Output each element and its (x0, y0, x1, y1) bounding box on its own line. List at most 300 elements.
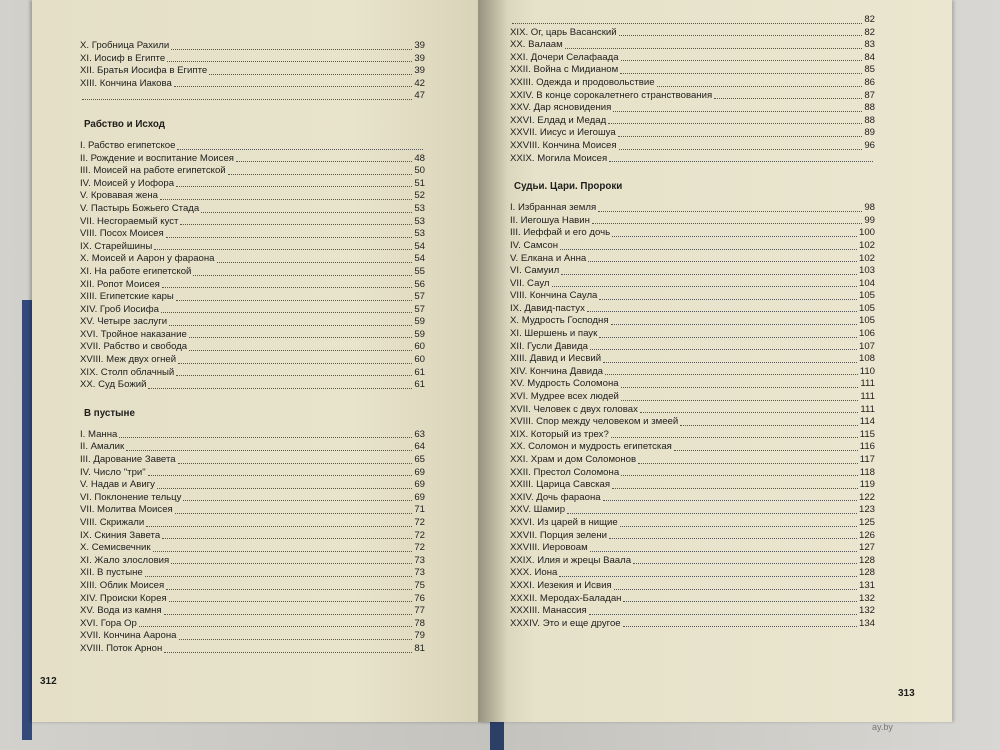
toc-entry (510, 504, 875, 517)
toc-entry-title: VIII. Кончина Саула (510, 290, 598, 302)
dot-leader (160, 199, 412, 200)
dot-leader (612, 488, 858, 489)
dot-leader (119, 437, 412, 438)
toc-entry (510, 202, 875, 215)
toc-entry-page: 72 (414, 542, 425, 554)
toc-entry-title: XVIII. Спор между человеком и змеей (510, 416, 679, 428)
toc-entry-page: 42 (414, 77, 425, 89)
toc-entry (80, 367, 425, 380)
dot-leader (611, 324, 857, 325)
toc-entry-page: 111 (860, 391, 875, 403)
dot-leader (623, 626, 857, 627)
toc-entry-page: 63 (414, 428, 425, 440)
toc-entry-title: XIV. Гроб Иосифа (80, 303, 160, 315)
toc-entry-title: XII. В пустыне (80, 567, 143, 579)
toc-entry-page: 119 (859, 479, 875, 491)
dot-leader (236, 161, 412, 162)
toc-entry (80, 379, 425, 392)
toc-entry-page: 111 (860, 378, 875, 390)
left-page-number: 312 (40, 676, 57, 687)
dot-leader (148, 475, 413, 476)
toc-entry-page: 88 (864, 114, 875, 126)
toc-entry (80, 279, 425, 292)
toc-entry-page: 64 (414, 441, 425, 453)
toc-entry (510, 77, 875, 90)
toc-entry-title: III. Дарование Завета (80, 454, 176, 466)
dot-leader (621, 60, 863, 61)
toc-entry (510, 265, 875, 278)
dot-leader (154, 249, 412, 250)
dot-leader (599, 337, 857, 338)
dot-leader (139, 626, 413, 627)
toc-entry-page: 60 (414, 354, 425, 366)
toc-entry-page: 55 (414, 265, 425, 277)
toc-entry (510, 290, 875, 303)
toc-entry-title: III. Моисей на работе египетской (80, 165, 226, 177)
toc-entry (80, 467, 425, 480)
toc-entry-page: 102 (858, 239, 875, 251)
toc-entry-page: 47 (414, 90, 425, 102)
toc-entry (80, 53, 425, 66)
toc-entry (510, 618, 875, 631)
toc-entry (80, 78, 425, 91)
dot-leader (162, 538, 412, 539)
toc-entry-page: 123 (858, 504, 875, 516)
toc-entry-title: XXIII. Царица Савская (510, 479, 611, 491)
toc-entry-title: XXVI. Елдад и Медад (510, 114, 607, 126)
dot-leader (599, 299, 857, 300)
dot-leader (171, 563, 412, 564)
toc-entry-title: XIII. Облик Моисея (80, 579, 165, 591)
dot-leader (171, 49, 412, 50)
toc-entry-page: 39 (414, 65, 425, 77)
toc-entry-title: VII. Несгораемый куст (80, 215, 179, 227)
toc-entry-title: III. Иеффай и его дочь (510, 227, 611, 239)
book-cover-edge (22, 300, 32, 740)
toc-entry-title: IV. Число "три" (80, 466, 146, 478)
toc-entry-page: 50 (414, 165, 425, 177)
toc-entry-title: XIV. Происки Корея (80, 592, 167, 604)
toc-entry-title: XXI. Храм и дом Соломонов (510, 454, 637, 465)
toc-entry (510, 378, 875, 391)
toc-entry-title: XIII. Египетские кары (80, 291, 174, 303)
section-heading: Рабство и Исход (84, 118, 166, 130)
toc-entry (80, 354, 425, 367)
toc-entry (80, 454, 425, 467)
toc-entry-title: XXXIV. Это и еще другое (510, 617, 621, 629)
toc-entry-title: XIX. Ог, царь Васанский (510, 26, 617, 38)
toc-entry-page: 57 (414, 303, 425, 315)
toc-entry-page: 134 (858, 617, 875, 629)
toc-entry-title: XXXI. Иезекия и Исвия (510, 579, 612, 591)
dot-leader (162, 287, 412, 288)
toc-entry (80, 228, 425, 241)
dot-leader (611, 437, 858, 438)
toc-entry-page: 76 (414, 592, 425, 604)
toc-entry-page: 86 (864, 76, 875, 88)
toc-entry-page: 78 (414, 617, 425, 629)
toc-entry-page: 105 (858, 290, 875, 302)
toc-entry-title: V. Елкана и Анна (510, 252, 587, 264)
dot-leader (228, 174, 413, 175)
toc-entry-page: 131 (858, 579, 875, 591)
section-heading: Судьи. Цари. Пророки (514, 181, 623, 193)
toc-entry (80, 341, 425, 354)
dot-leader (603, 362, 857, 363)
toc-entry (510, 315, 875, 328)
toc-entry (80, 643, 425, 656)
toc-entry-title: IX. Старейшины (80, 240, 153, 252)
dot-leader (588, 261, 857, 262)
toc-entry (80, 203, 425, 216)
toc-entry-title: X. Семисвечник (80, 542, 151, 554)
toc-entry (80, 630, 425, 643)
toc-entry (80, 618, 425, 631)
dot-leader (609, 161, 873, 162)
toc-entry (510, 404, 875, 417)
toc-entry (80, 304, 425, 317)
toc-entry-page: 69 (414, 491, 425, 503)
toc-entry-title: VI. Поклонение тельцу (80, 491, 182, 503)
toc-entry (80, 241, 425, 254)
toc-entry (510, 467, 875, 480)
toc-entry-page: 104 (858, 277, 875, 289)
toc-entry-page: 82 (864, 26, 875, 38)
toc-entry-page: 54 (414, 253, 425, 265)
toc-entry-page: 96 (864, 139, 875, 151)
toc-entry-title: X. Моисей и Аарон у фараона (80, 253, 215, 265)
toc-entry-title: X. Гробница Рахили (80, 40, 170, 51)
toc-entry (510, 454, 875, 467)
toc-entry-page: 53 (414, 228, 425, 240)
dot-leader (183, 500, 412, 501)
toc-entry-page: 39 (414, 40, 425, 51)
toc-entry (510, 441, 875, 454)
toc-entry-page: 99 (864, 214, 875, 226)
dot-leader (146, 526, 412, 527)
toc-entry-title: XIX. Который из трех? (510, 428, 609, 440)
toc-entry-title: IV. Моисей у Иофора (80, 177, 175, 189)
toc-entry-page: 105 (858, 315, 875, 327)
toc-entry-title: I. Рабство египетское (80, 139, 176, 151)
toc-entry-title: XX. Валаам (510, 39, 563, 51)
toc-entry (510, 555, 875, 568)
toc-entry-page: 61 (414, 379, 425, 391)
toc-entry (510, 153, 875, 166)
toc-entry-title: V. Кровавая жена (80, 190, 159, 202)
toc-entry (510, 215, 875, 228)
toc-entry (510, 278, 875, 291)
dot-leader (592, 223, 862, 224)
toc-entry-page: 105 (858, 302, 875, 314)
dot-leader (145, 576, 413, 577)
toc-entry (510, 479, 875, 492)
dot-leader (620, 526, 857, 527)
toc-entry-page: 122 (858, 491, 875, 503)
toc-entry-page: 59 (414, 328, 425, 340)
toc-entry-title: XVI. Мудрее всех людей (510, 391, 619, 403)
dot-leader (613, 111, 862, 112)
dot-leader (612, 236, 857, 237)
toc-entry-title: I. Манна (80, 428, 118, 440)
toc-entry (510, 64, 875, 77)
toc-entry-title: II. Амалик (80, 441, 125, 453)
toc-entry (80, 178, 425, 191)
dot-leader (619, 35, 863, 36)
toc-entry (510, 14, 875, 27)
toc-entry-page: 125 (858, 516, 875, 528)
toc-entry (80, 140, 425, 153)
toc-entry-page: 54 (414, 240, 425, 252)
toc-entry (510, 593, 875, 606)
toc-entry-page: 69 (414, 479, 425, 491)
dot-leader (559, 576, 857, 577)
toc-entry-title: XII. Братья Иосифа в Египте (80, 65, 208, 77)
toc-entry-title: VII. Саул (510, 277, 550, 289)
toc-entry-title: XVI. Тройное наказание (80, 328, 187, 340)
toc-entry (510, 253, 875, 266)
watermark: ay.by (872, 722, 893, 732)
dot-leader (178, 463, 413, 464)
toc-entry (80, 165, 425, 178)
toc-entry-title: XXIV. Дочь фараона (510, 491, 601, 503)
toc-entry-title: XI. Иосиф в Египте (80, 52, 166, 64)
toc-entry (80, 153, 425, 166)
toc-entry-title: II. Иегошуа Навин (510, 214, 590, 226)
dot-leader (166, 589, 412, 590)
toc-entry-page: 106 (858, 328, 875, 340)
toc-entry-page: 72 (414, 529, 425, 541)
toc-entry (80, 492, 425, 505)
toc-entry (80, 65, 425, 78)
dot-leader (589, 614, 857, 615)
toc-entry (510, 127, 875, 140)
toc-entry-title: XV. Мудрость Соломона (510, 378, 619, 390)
right-table-of-contents (510, 14, 875, 630)
toc-entry-title: XI. Жало злословия (80, 554, 170, 566)
toc-entry-title: XXV. Шамир (510, 504, 566, 516)
dot-leader (565, 48, 863, 49)
toc-entry-title: XXVI. Из царей в нищие (510, 516, 618, 528)
dot-leader (217, 262, 413, 263)
dot-leader (714, 98, 862, 99)
gutter-shadow (478, 0, 508, 722)
toc-entry (510, 227, 875, 240)
toc-entry-title: VII. Молитва Моисея (80, 504, 173, 516)
toc-entry (510, 530, 875, 543)
dot-leader (176, 186, 412, 187)
toc-entry-title: XXIX. Илия и жрецы Ваала (510, 554, 632, 566)
dot-leader (603, 500, 857, 501)
dot-leader (157, 488, 412, 489)
dot-leader (587, 311, 857, 312)
toc-entry (80, 504, 425, 517)
toc-entry (80, 605, 425, 618)
toc-entry-page: 71 (414, 504, 425, 516)
toc-entry-page: 53 (414, 215, 425, 227)
toc-entry-title: V. Надав и Авигу (80, 479, 155, 491)
toc-entry-title: XXVII. Порция зелени (510, 529, 608, 541)
dot-leader (609, 538, 857, 539)
dot-leader (621, 387, 859, 388)
toc-entry-title: XI. Шершень и паук (510, 328, 598, 340)
dot-leader (126, 450, 412, 451)
toc-entry-page: 127 (858, 542, 875, 554)
dot-leader (179, 639, 413, 640)
toc-entry-title: X. Мудрость Господня (510, 315, 609, 327)
toc-entry-page: 128 (858, 567, 875, 579)
toc-entry-page: 107 (858, 340, 875, 352)
toc-entry-page: 89 (864, 127, 875, 139)
toc-entry-title: XXI. Дочери Селафаада (510, 51, 619, 63)
dot-leader (164, 614, 413, 615)
toc-entry (80, 567, 425, 580)
toc-entry-page: 98 (864, 202, 875, 214)
toc-entry (510, 140, 875, 153)
dot-leader (167, 61, 412, 62)
toc-entry (510, 353, 875, 366)
toc-entry-title: XIV. Кончина Давида (510, 365, 604, 377)
toc-entry-page: 87 (864, 89, 875, 101)
dot-leader (590, 349, 857, 350)
toc-entry-title: XVII. Человек с двух головах (510, 403, 638, 415)
dot-leader (209, 74, 412, 75)
toc-entry-page: 126 (858, 529, 875, 541)
toc-entry (80, 253, 425, 266)
dot-leader (674, 450, 858, 451)
toc-entry (80, 40, 425, 53)
toc-entry-title: XX. Суд Божий (80, 379, 147, 391)
toc-entry-page: 110 (859, 365, 875, 377)
toc-entry-page: 69 (414, 466, 425, 478)
toc-entry-title: XII. Гусли Давида (510, 340, 588, 352)
toc-entry-page: 53 (414, 202, 425, 214)
toc-entry-page: 65 (414, 454, 425, 466)
dot-leader (169, 325, 412, 326)
toc-entry-title: XVIII. Поток Арнон (80, 642, 163, 654)
toc-entry (510, 517, 875, 530)
dot-leader (161, 312, 412, 313)
toc-entry (80, 190, 425, 203)
dot-leader (164, 652, 412, 653)
toc-entry-title: IX. Скиния Завета (80, 529, 161, 541)
toc-entry-page: 39 (414, 52, 425, 64)
toc-entry-page: 52 (414, 190, 425, 202)
toc-entry (80, 580, 425, 593)
toc-entry-page: 61 (414, 366, 425, 378)
toc-entry-title: VI. Самуил (510, 265, 560, 277)
toc-entry-title: XV. Четыре заслуги (80, 316, 168, 328)
toc-entry-title: XVIII. Меж двух огней (80, 354, 177, 366)
dot-leader (623, 601, 857, 602)
toc-entry-title: XXIV. В конце сорокалетнего странствования (510, 89, 713, 101)
toc-entry (510, 27, 875, 40)
toc-entry-title: XIII. Кончина Иакова (80, 77, 172, 89)
toc-entry-title: XXII. Престол Соломона (510, 466, 620, 478)
dot-leader (552, 286, 857, 287)
toc-entry-page: 48 (414, 152, 425, 164)
toc-entry-title: XI. На работе египетской (80, 265, 192, 277)
toc-entry-page: 117 (859, 454, 875, 465)
toc-entry-title: XXVIII. Кончина Моисея (510, 139, 617, 151)
toc-entry (80, 429, 425, 442)
toc-entry-page: 132 (858, 592, 875, 604)
toc-entry (80, 555, 425, 568)
dot-leader (176, 375, 412, 376)
dot-leader (201, 212, 412, 213)
toc-entry (510, 90, 875, 103)
toc-entry-title: XXIII. Одежда и продовольствие (510, 76, 655, 88)
dot-leader (148, 388, 412, 389)
toc-entry (80, 316, 425, 329)
dot-leader (166, 237, 413, 238)
dot-leader (657, 86, 863, 87)
toc-entry-page: 83 (864, 39, 875, 51)
left-table-of-contents (80, 40, 425, 656)
toc-entry-title: V. Пастырь Божьего Стада (80, 202, 200, 214)
dot-leader (638, 463, 858, 464)
dot-leader (180, 224, 412, 225)
toc-entry-title: XVI. Гора Ор (80, 617, 137, 629)
dot-leader (176, 300, 413, 301)
dot-leader (633, 563, 857, 564)
toc-entry-page: 85 (864, 64, 875, 76)
toc-entry-page: 60 (414, 341, 425, 353)
toc-entry (510, 366, 875, 379)
toc-entry (510, 580, 875, 593)
toc-entry (510, 328, 875, 341)
toc-entry (510, 492, 875, 505)
dot-leader (640, 412, 859, 413)
toc-entry (510, 429, 875, 442)
toc-entry-page: 75 (414, 579, 425, 591)
toc-entry (80, 329, 425, 342)
dot-leader (590, 551, 857, 552)
toc-entry-title: XIX. Столп облачный (80, 366, 175, 378)
toc-entry (80, 593, 425, 606)
toc-entry-page: 88 (864, 102, 875, 114)
toc-entry (80, 90, 425, 103)
toc-entry (510, 39, 875, 52)
dot-leader (680, 425, 857, 426)
toc-entry (510, 240, 875, 253)
right-page-number: 313 (898, 688, 915, 699)
toc-entry-page: 100 (858, 227, 875, 239)
dot-leader (512, 23, 862, 24)
toc-entry-page: 72 (414, 517, 425, 528)
toc-entry (80, 441, 425, 454)
dot-leader (175, 513, 413, 514)
dot-leader (153, 551, 413, 552)
dot-leader (618, 136, 863, 137)
toc-entry (510, 542, 875, 555)
toc-entry-title: XXVIII. Иеровоам (510, 542, 588, 554)
toc-entry-title: XXIX. Могила Моисея (510, 152, 608, 164)
dot-leader (620, 73, 862, 74)
dot-leader (189, 337, 413, 338)
dot-leader (614, 589, 857, 590)
toc-entry-title: XIII. Давид и Иесвий (510, 353, 602, 365)
toc-entry-page: 73 (414, 554, 425, 566)
toc-entry-title: XXX. Иона (510, 567, 558, 579)
toc-entry-page: 77 (414, 605, 425, 617)
toc-entry (510, 102, 875, 115)
dot-leader (561, 274, 857, 275)
dot-leader (605, 374, 858, 375)
dot-leader (598, 211, 862, 212)
toc-entry-title: XXV. Дар ясновидения (510, 102, 612, 114)
toc-entry (510, 303, 875, 316)
